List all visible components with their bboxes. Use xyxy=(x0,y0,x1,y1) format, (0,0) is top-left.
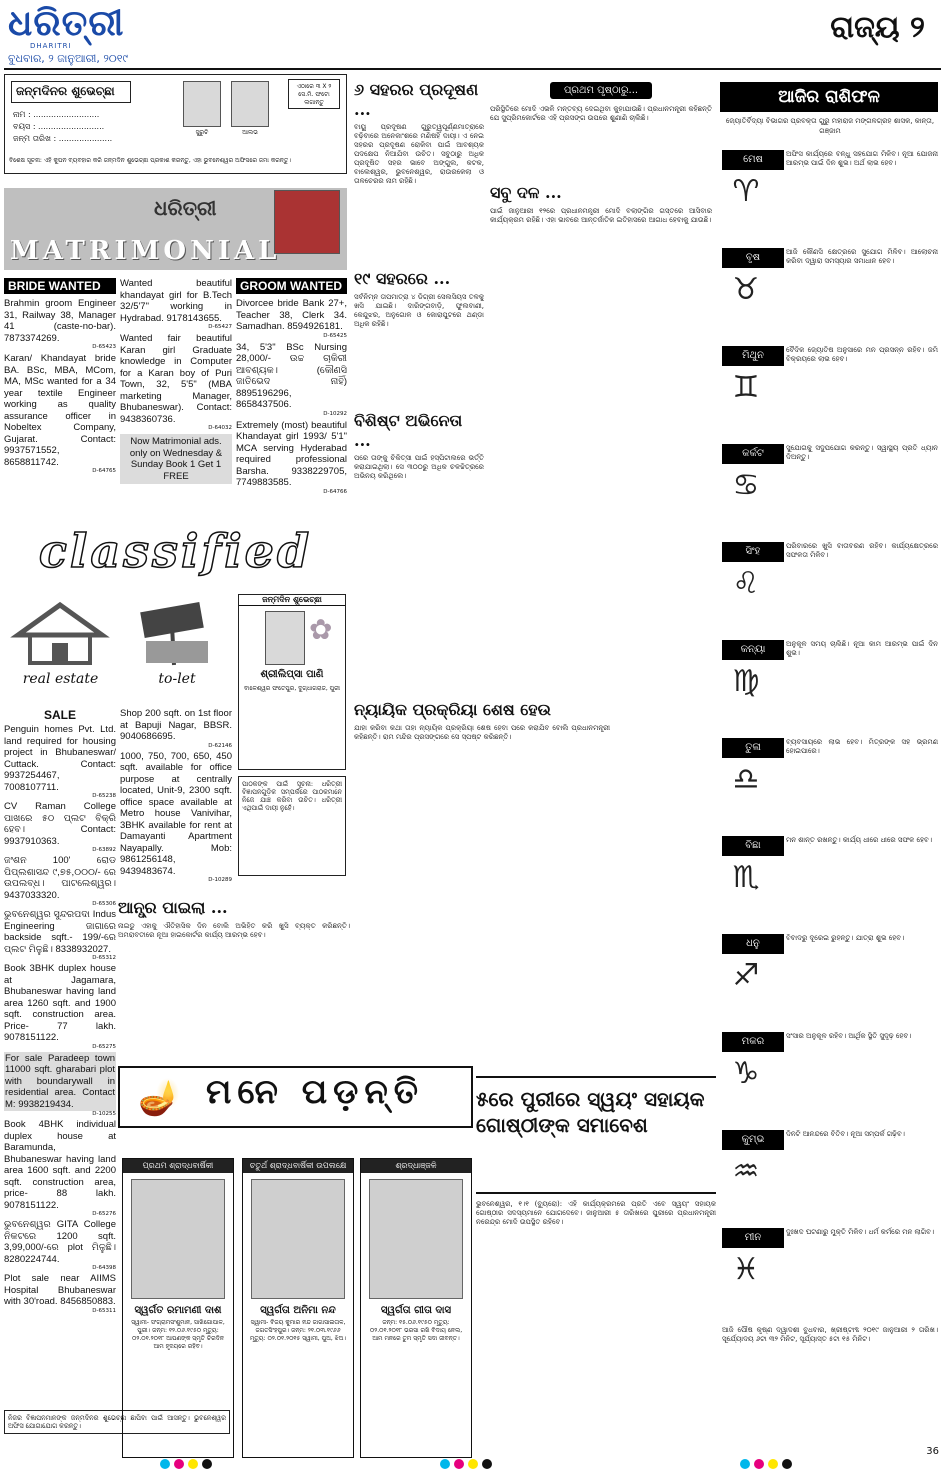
news-column-2 xyxy=(490,78,712,225)
sign-label: କୁମ୍ଭ xyxy=(722,1130,784,1150)
horoscope-intro: ଜ୍ୟୋତିର୍ବିଦ୍ୟା ବିଭାଗର ପ୍ରବକ୍ତା ଗୁରୁ ମହାରାଜ ମଙ୍ଗଳଗ୍ରହ ଶାସକ, କାନ୍ତା, ଗଞ୍ଜାମ xyxy=(725,117,935,135)
obituary-photo xyxy=(131,1179,225,1299)
sign-label: ମେଷ xyxy=(722,150,784,170)
to-let-ad: Shop 200 sqft. on 1st floor at Bapuji Nagar, BBSR. 9040686695. xyxy=(120,708,232,742)
taurus-icon: ♉ xyxy=(732,272,760,307)
to-let-ad: 1000, 750, 700, 650, 450 sqft. available for office purpose at centrally located, Unit-9, 2300 sqft. office space available at Metro house Vanivihar, 3BHK available for rent at Damayanti Apartment Nayapally. Mob: 9861256148, 9439483674. xyxy=(120,750,232,877)
obituary-card xyxy=(360,1158,472,1458)
registration-dot xyxy=(454,1459,464,1469)
registration-dot xyxy=(440,1459,450,1469)
classified-banner xyxy=(4,520,347,582)
matrimonial-middle-column xyxy=(120,278,232,484)
sale-ad: Book 3BHK duplex house at Jagamara, Bhubaneswar having land area 1260 sqft. and 1900 sqft. construction area. Price- 77 lakh. 9078151122. xyxy=(4,963,116,1043)
birthday-note: ବିଶେଷ ସୂଚନା: ଏହି କୁପନ ବ୍ୟବହାର କରି ଜନ୍ମଦିନ ଶୁଭେଚ୍ଛା ପ୍ରକାଶ କରନ୍ତୁ, ଏହା ଭୁବନେଶ୍ୱର ଅଫିସରେ ଜମା କରନ୍ତୁ। xyxy=(9,157,291,164)
section-page-number: ୨ xyxy=(910,10,925,45)
news-column-1 xyxy=(354,80,484,481)
sign-label: କର୍କଟ xyxy=(722,444,784,464)
story-body: ସର୍ବନିମ୍ନ ତାପମାତ୍ରା ୪ ଡିଗ୍ରୀ ସେଲସିୟସ ତଳକୁ ଖସି ଯାଇଛି। ଦାରିଙ୍ଗବାଡ଼ି, ଫୁଲବାଣୀ, କେନ୍ଦୁଝର, ଅନୁଗୋଳ ଓ କୋରାପୁଟରେ ଥଣ୍ଡା ଅଧିକ ରହିଛି। xyxy=(354,293,484,328)
cancer-icon: ♋ xyxy=(732,468,760,503)
sale-header: SALE xyxy=(43,708,76,722)
real-estate-label: real estate xyxy=(22,671,99,687)
shg-story-header xyxy=(476,1076,716,1194)
sale-ad: Plot sale near AIIMS Hospital Bhubaneswar with 30'road. 8456850883. xyxy=(4,1273,116,1307)
story-body: ଯାହା କରିବା କଥା ତାହା ନ୍ୟାୟିକ ପ୍ରକ୍ରିୟା ଶେଷ ହେବା ପରେ କରାଯିବ ବୋଲି ପ୍ରଧାନମନ୍ତ୍ରୀ କହିଛନ୍ତି। ରାମ ମନ୍ଦିର ପ୍ରସଙ୍ଗରେ ସେ ସ୍ପଷ୍ଟ କରିଛନ୍ତି। xyxy=(354,724,610,741)
registration-dot xyxy=(188,1459,198,1469)
story-headline: ବିଶିଷ୍ଟ ଅଭିନେତା ... xyxy=(354,411,463,450)
sign-label: ମୀନ xyxy=(722,1228,784,1248)
birthday-fields xyxy=(13,109,112,145)
registration-dot xyxy=(202,1459,212,1469)
sign-prediction: ବୈଦିକ ଜ୍ୟୋତିଷ ଅନୁସାରେ ମନ ପ୍ରସନ୍ନ ରହିବ। ଜମି ବିକ୍ରୟରେ ଲାଭ ହେବ। xyxy=(786,346,938,363)
story-headline: ୬ ସହରର ପ୍ରଦୂଷଣ ... xyxy=(354,80,479,119)
classified-footer-note: ନିଜର ବିଜ୍ଞାପନମାନଙ୍କ ଜନ୍ମଦିନର ଶୁଭେଚ୍ଛା ଛାପିବା ପାଇଁ ଆସନ୍ତୁ। ଭୁବନେଶ୍ୱର ଅଫିସ ଯୋଗାଯୋଗ କରନ୍ତୁ। xyxy=(4,1410,230,1434)
matrimonial-ad: Wanted beautiful khandayat girl for B.Tech 32/5'7" working in Hydrabad. 9178143655. xyxy=(120,278,232,324)
wish-photo xyxy=(265,611,305,665)
story-headline: ୧୯ ସହରରେ ... xyxy=(354,269,451,288)
groom-wanted-header: GROOM WANTED xyxy=(236,278,347,294)
sign-label: ତୁଳା xyxy=(722,738,784,758)
obituary-text: ସ୍ୱାମୀ- ସଂଗ୍ରାମସଂଶୁମାନ, ସାଖିଗୋପାଳ, ପୁରୀ। ଜନ୍ମ: ୧୨.୦୬.୧୯୫୦ ମୃତ୍ୟୁ: ୦୨.୦୧.୨୦୧୮ ଆପଣଙ୍କ ସ୍ମୃତି ଚିରଦିନ ଆମ ହୃଦୟରେ ରହିବ। xyxy=(131,1319,225,1350)
sale-ad: Penguin homes Pvt. Ltd. land required for housing project in Bhubaneswar/ Cuttack. Contact: 9937254467, 7008107711. xyxy=(4,724,116,793)
sign-label: ମକର xyxy=(722,1032,784,1052)
story-headline: ସବୁ ଦଳ ... xyxy=(490,183,562,202)
sign-label: ବୃଷ xyxy=(722,248,784,268)
story-body: ଭୁବନେଶ୍ୱର, ୧।୧ (ବ୍ୟୁରୋ): ଏହି କାର୍ଯ୍ୟକ୍ରମରେ ପ୍ରତି ଏବେ ସ୍ୱୟଂ ସହାୟକ ଗୋଷ୍ଠୀର ସଦସ୍ୟମାନେ ଯୋଗଦେବେ। ଜାନୁଆରୀ ୫ ତାରିଖରେ ପୁରୀରେ ପ୍ରଧାନମନ୍ତ୍ରୀ ନରେନ୍ଦ୍ର ମୋଦି ଉପସ୍ଥିତ ରହିବେ। xyxy=(476,1200,716,1226)
ad-code: D-65311 xyxy=(92,1307,116,1314)
birthday-coupon xyxy=(4,74,347,174)
dateline: ବୁଧବାର, ୨ ଜାନୁଆରୀ, ୨୦୧୯ xyxy=(8,52,128,65)
ad-code: D-64765 xyxy=(92,468,116,474)
obituary-card xyxy=(122,1158,234,1458)
ad-code: D-10255 xyxy=(92,1111,116,1117)
ad-code: D-62146 xyxy=(208,742,232,749)
matrimonial-ad: Brahmin groom Engineer 31, Railway 38, Manager 41 (caste-no-bar). 7873374269. xyxy=(4,298,116,344)
photo-placeholder: ଏଠାରେ ୩ X ୨ ସେ.ମି. ଫଟୋ ଲଗାନ୍ତୁ xyxy=(288,79,340,109)
registration-dot xyxy=(174,1459,184,1469)
obituary-card xyxy=(242,1158,354,1458)
real-estate-icon-box xyxy=(8,595,113,700)
birthday-field-date: ଜନ୍ମ ତାରିଖ : ..................... xyxy=(13,134,113,143)
registration-dot xyxy=(782,1459,792,1469)
sale-ad: Book 4BHK individual duplex house at Baramunda, Bhubaneswar having land area 1600 sqft. and 2200 sqft. construction area, price- 88 lakh. 9078151122. xyxy=(4,1119,116,1211)
section-title xyxy=(830,10,925,45)
ad-code: D-10289 xyxy=(208,877,232,883)
ad-code: D-65306 xyxy=(92,901,116,907)
obituary-heading: ଶ୍ରଦ୍ଧାଞ୍ଜଳି xyxy=(361,1159,471,1173)
page-number: 36 xyxy=(926,1446,939,1457)
masthead xyxy=(8,4,308,66)
sign-prediction: ଦୁଃଖଦ ଘଟଣାରୁ ମୁକ୍ତି ମିଳିବ। ଧର୍ମ କର୍ମରେ ମନ ଲାଗିବ। xyxy=(786,1228,935,1236)
sign-label: ବିଛା xyxy=(722,836,784,856)
obituary-name: ସ୍ୱର୍ଗତ ରମାମଣୀ ଦାଶ xyxy=(134,1305,222,1316)
birthday-caption-2: ଆଲଭ xyxy=(242,129,258,136)
sign-label: କନ୍ୟା xyxy=(722,640,784,660)
newspaper-logo: ଧରିତ୍ରୀ xyxy=(8,2,125,44)
virgo-icon: ♍ xyxy=(732,664,760,699)
bride-photo xyxy=(274,190,340,254)
sign-prediction: ବିବାଦରୁ ଦୂରେଇ ରୁହନ୍ତୁ। ଯାତ୍ରା ଶୁଭ ହେବ। xyxy=(786,934,905,942)
ad-code: D-64398 xyxy=(92,1265,116,1271)
gemini-icon: ♊ xyxy=(732,370,760,405)
matrimonial-ad: Extremely (most) beautiful Khandayat girl 1993/ 5'1" MCA serving Hyderabad required professional Barsha. 9338229705, 7749883585. xyxy=(236,419,347,488)
sign-prediction: ସଂସାର ଅନୁକୂଳ ରହିବ। ଆର୍ଥିକ ସ୍ଥିତି ସୁଦୃଢ଼ ହେବ। xyxy=(786,1032,912,1040)
sale-column xyxy=(4,708,116,1314)
birthday-title: ଜନ୍ମଦିନର ଶୁଭେଚ୍ଛା xyxy=(11,81,131,103)
sign-label: ଧନୁ xyxy=(722,934,784,954)
story-judicial xyxy=(354,700,610,742)
sign-prediction: ମନ ଶାନ୍ତ ରଖନ୍ତୁ। କାର୍ଯ୍ୟ ଧୀରେ ଧୀରେ ସଫଳ ହେବ। xyxy=(786,836,932,844)
ad-code: D-65425 xyxy=(323,332,347,339)
sign-label: ମିଥୁନ xyxy=(722,346,784,366)
story-headline: ୫ରେ ପୁରୀରେ ସ୍ୱୟଂ ସହାୟକ ଗୋଷ୍ଠୀଙ୍କ ସମାବେଶ xyxy=(476,1087,705,1137)
matrimonial-promo: Now Matrimonial ads. only on Wednesday & Sunday Book 1 Get 1 FREE xyxy=(120,434,232,484)
aquarius-icon: ♒ xyxy=(732,1154,760,1189)
classified-word: classified xyxy=(38,524,313,578)
panji-text: ଆଜି ପୌଷ କୃଷ୍ଣ ଦ୍ୱାଦଶୀ ବୁଧବାର, ଖ୍ରୀଷ୍ଟାବ୍ଦ ୨୦୧୯ ଜାନୁଆରୀ ୨ ତାରିଖ। ସୂର୍ଯ୍ୟୋଦୟ ୬ଟା ୩୨ ମିନିଟ, ସୂର୍ଯ୍ୟାସ୍ତ ୫ଟା ୧୫ ମିନିଟ। xyxy=(722,1326,938,1343)
ad-code: D-65427 xyxy=(208,324,232,330)
story-andhra xyxy=(118,898,350,940)
sign-prediction: ଆଜି କୌଣସି କ୍ଷେତ୍ରରେ ସୁଯୋଗ ମିଳିବ। ଆଲୋଚନା କରିବା ଦ୍ୱାରା ସମସ୍ୟାର ସମାଧାନ ହେବ। xyxy=(786,248,938,265)
ad-code: D-64032 xyxy=(208,425,232,431)
to-let-icon-box xyxy=(122,595,232,700)
birthday-photo-1 xyxy=(183,81,221,127)
ad-code: D-65423 xyxy=(92,344,116,350)
ad-code: D-10292 xyxy=(323,410,347,417)
matrimonial-ad: 34, 5'3" BSc Nursing 28,000/- ଉଚ୍ଚ ଚାକିରୀ ଆବଶ୍ୟକ। (କୌଣସି ଜାତିଭେଦ ନାହିଁ) 8895196296, 8658437506. xyxy=(236,341,347,410)
ad-code: D-65276 xyxy=(92,1211,116,1217)
matrimonial-logo: ଧରିତ୍ରୀ xyxy=(154,196,217,220)
sign-prediction: ଅଫିସ କାର୍ଯ୍ୟରେ ବନ୍ଧୁ ସହଯୋଗ ମିଳିବ। ନୂଆ ଯୋଜନା ଆରମ୍ଭ ପାଇଁ ଦିନ ଶୁଭ। ଅର୍ଥ ଲାଭ ହେବ। xyxy=(786,150,938,167)
sale-ad: For sale Paradeep town 11000 sqft. gharabari plot with boundarywall in residential area. Contact M: 9938219434. xyxy=(5,1052,115,1110)
registration-dot xyxy=(468,1459,478,1469)
wish-name: ଶ୍ରୀଲିପ୍ସା ପାଣି xyxy=(260,669,324,680)
story-body: ପରେ ତାଙ୍କୁ ଚିକିତ୍ସା ପାଇଁ ହସ୍ପିଟାଲରେ ଭର୍ତ୍ତି କରାଯାଇଥିଲା। ସେ ୩୦୦ରୁ ଅଧିକ ଚଳଚ୍ଚିତ୍ରରେ ଅଭିନୟ କରିଥିଲେ। xyxy=(354,454,484,480)
ad-code: D-65312 xyxy=(92,955,116,961)
birthday-photo-2 xyxy=(231,81,269,127)
story-body: ପରିସ୍ଥିତିରେ ମୋଦି ଏଭଳି ମନ୍ତବ୍ୟ ଦେଇଥିବା କୁହାଯାଉଛି। ପ୍ରଧାନମନ୍ତ୍ରୀ କହିଛନ୍ତି ଯେ ସୁପ୍ରିମକୋର୍ଟରେ ଏହି ପ୍ରସଙ୍ଗ ଉପରେ ଶୁଣାଣି ଚାଲିଛି। xyxy=(490,105,712,122)
sale-ad: ଜଂଶନ 100' ରୋଡ ପିପ୍ଲଶାସନ୍ଦ ୯,୭୫,୦୦୦/- ରେ ଉପଲବ୍ଧ। ପାଟଲେଶ୍ୱର। 9437033320. xyxy=(4,855,116,901)
reader-notice: ପାଠକଙ୍କ ପାଇଁ ସୂଚନା: ଧରିତ୍ରୀ ବିଜ୍ଞାପନଗୁଡ଼ିକ ସମ୍ପର୍କରେ ପାଠକମାନେ ନିଜେ ଯାଞ୍ଚ କରିବା ଉଚିତ। ଧରିତ୍ରୀ ଏଥିପାଇଁ ଦାୟୀ ନୁହେଁ। xyxy=(238,776,346,876)
capricorn-icon: ♑ xyxy=(732,1056,760,1091)
story-headline: ନ୍ୟାୟିକ ପ୍ରକ୍ରିୟା ଶେଷ ହେଉ xyxy=(354,700,551,719)
story-headline: ଆନ୍ଧ୍ର ପାଇଲା ... xyxy=(118,898,228,917)
matrimonial-ad: Wanted fair beautiful Karan girl Graduate knowledge in Computer for a Karan boy of Puri Town, 32, 5'5" (MBA marketing Manager, Bhubaneswar). Contact: 9438360736. xyxy=(120,333,232,425)
wish-header: ଜନ୍ମଦିନ ଶୁଭେଚ୍ଛା xyxy=(239,595,345,606)
sign-prediction: ସୁଯୋଗକୁ ସଦୁପଯୋଗ କରନ୍ତୁ। ସ୍ୱାସ୍ଥ୍ୟ ପ୍ରତି ଧ୍ୟାନ ଦିଅନ୍ତୁ। xyxy=(786,444,938,461)
birthday-field-name: ନାମ : .......................... xyxy=(13,110,100,119)
matrimonial-word: MATRIMONIAL xyxy=(10,236,281,266)
sign-prediction: ଦିନଟି ଆନନ୍ଦରେ ବିତିବ। ନୂଆ ସମ୍ପର୍କ ଗଢ଼ିବ। xyxy=(786,1130,905,1138)
registration-dot xyxy=(482,1459,492,1469)
wish-detail: ବାଳେଶ୍ୱର ଫତେପୁର, ଦୁଗ୍ଧାଗରାଜ, ପୁରୀ xyxy=(244,685,340,692)
obituary-text: ସ୍ୱାମୀ- ବିଜୟ କୁମାର ନନ୍ଦ ଜାଗାସାଇତାଳ, ଜଗତସିଂହପୁର। ଜନ୍ମ: ୨୧.୦୩.୧୯୬୬ ମୃତ୍ୟୁ: ୦୨.୦୧.୨୦୧୫ ସ୍ୱାମୀ, ପୁଅ, ଝିଅ। xyxy=(249,1319,347,1342)
matrimonial-banner xyxy=(4,188,347,270)
registration-dot xyxy=(160,1459,170,1469)
to-let-sign-icon xyxy=(122,595,232,667)
obituary-photo xyxy=(369,1179,463,1299)
mane-padanti-title: ମନେ ପଡ଼ନ୍ତି xyxy=(206,1072,425,1112)
lamp-icon: 🪔 xyxy=(138,1078,181,1118)
sign-prediction: ଅନୁକୂଳ ସମୟ ଚାଲିଛି। ନୂଆ କାମ ଆରମ୍ଭ ପାଇଁ ଦିନ ଶୁଭ। xyxy=(786,640,938,657)
groom-wanted-column xyxy=(236,278,347,495)
ad-code: D-65275 xyxy=(92,1043,116,1050)
sign-prediction: ପରିବାରରେ ଖୁସି ବାତାବରଣ ରହିବ। କାର୍ଯ୍ୟକ୍ଷେତ୍ରରେ ସଫଳତା ମିଳିବ। xyxy=(786,542,938,559)
logo-subtitle: DHARITRI xyxy=(30,42,72,50)
birthday-wish-box xyxy=(238,594,346,770)
obituary-heading: ଚତୁର୍ଥ ଶ୍ରାଦ୍ଧବାର୍ଷିକୀ ଉପଲକ୍ଷେ xyxy=(243,1159,353,1173)
obituary-name: ସ୍ୱର୍ଗତା ଅନିମା ନନ୍ଦ xyxy=(260,1305,336,1316)
to-let-column xyxy=(120,708,232,883)
scorpio-icon: ♏ xyxy=(732,860,760,895)
bride-wanted-column xyxy=(4,278,116,474)
leo-icon: ♌ xyxy=(732,566,760,601)
obituary-photo xyxy=(251,1179,345,1299)
sale-ad: CV Raman College ପାଖରେ ୫ଠ ପ୍ଲଟ ବିକ୍ରି ହେବ। Contact: 9937910363. xyxy=(4,801,116,847)
sale-ad: ଭୁବନେଶ୍ୱର GITA College ନିକଟରେ 1200 sqft. 3,99,000/-ରେ plot ମିଳୁଛି। 8280224744. xyxy=(4,1219,116,1265)
to-let-label: to-let xyxy=(158,671,196,687)
matrimonial-ad: Divorcee bride Bank 27+, Teacher 38, Clerk 34. Samadhan. 8594926181. xyxy=(236,298,347,332)
story-body: ନାଇଡୁ ଏହାକୁ ଐତିହାସିକ ଦିନ ବୋଲି ଅଭିହିତ କରି ଖୁସି ବ୍ୟକ୍ତ କରିଛନ୍ତି। ଅମରାବତୀରେ ନୂଆ ହାଇକୋର୍ଟର କାର୍ଯ୍ୟ ଆରମ୍ଭ ହେବ। xyxy=(118,922,350,939)
obituary-heading: ପ୍ରଥମ ଶ୍ରାଦ୍ଧବାର୍ଷିକୀ xyxy=(123,1159,233,1173)
flower-icon: ✿ xyxy=(309,613,333,646)
birthday-field-age: ବୟସ : .......................... xyxy=(13,122,105,131)
pisces-icon: ♓ xyxy=(732,1252,760,1287)
registration-dot xyxy=(740,1459,750,1469)
libra-icon: ♎ xyxy=(732,762,760,797)
matrimonial-ad: Karan/ Khandayat bride BA. BSc, MBA, MCom, MA, MSc wanted for a 34 year textile Engineer working as quality assurance officer in Nobeltex Company, Gujarat. Contact: 9937571552, 8658811742. xyxy=(4,353,116,468)
obituary-text: ଜନ୍ମ: ୧୫.୦୬.୧୯୫୦ ମୃତ୍ୟୁ: ୦୨.୦୧.୨୦୧୮ ଭରସା ରଖି ବିଦାୟ ନେଲ, ଆମ ମନରେ ତୁମ ସ୍ମୃତି ସଦା ଜୀବନ୍ତ। xyxy=(369,1319,463,1342)
continued-label: ପ୍ରଥମ ପୃଷ୍ଠାରୁ... xyxy=(550,82,652,99)
birthday-caption-1: ସୁରୁଚି xyxy=(195,129,209,136)
registration-dot xyxy=(768,1459,778,1469)
sign-prediction: ବ୍ୟବସାୟରେ ଲାଭ ହେବ। ମିତ୍ରଙ୍କ ସହ ଭ୍ରମଣ ହୋଇପାରେ। xyxy=(786,738,938,755)
mane-padanti-banner xyxy=(118,1066,473,1128)
bride-wanted-header: BRIDE WANTED xyxy=(4,278,116,294)
sign-label: ସିଂହ xyxy=(722,542,784,562)
ad-code: D-64766 xyxy=(323,488,347,495)
masthead-rule xyxy=(4,68,941,70)
house-icon xyxy=(8,595,113,667)
ad-code: D-63892 xyxy=(92,847,116,853)
sagittarius-icon: ♐ xyxy=(732,958,760,993)
horoscope-title: ଆଜିର ରାଶିଫଳ xyxy=(720,82,938,112)
ad-code: D-65238 xyxy=(92,793,116,799)
obituary-name: ସ୍ୱର୍ଗତା ଗୀତା ଦାସ xyxy=(380,1305,452,1316)
sale-ad: ଭୁବନେଶ୍ୱର ସୁନ୍ଦରପଦା Indus Engineering ଜାଗାରେ backside sqft.- 199/-ରେ ପ୍ଲଟ ମିଳୁଛି। 8338932027. xyxy=(4,909,116,955)
aries-icon: ♈ xyxy=(732,174,760,209)
section-name: ରାଜ୍ୟ xyxy=(830,10,900,45)
story-body: ପାଇଁ ଜାନୁଆରୀ ୧୨ରେ ପ୍ରଧାନମନ୍ତ୍ରୀ ମୋଦି ବଲାଙ୍ଗିର ଗସ୍ତରେ ଆସିବାର କାର୍ଯ୍ୟକ୍ରମ ରହିଛି। ଏହା ଭାବରେ ଆନ୍ତର୍ଜାତିକ ଇତିହାସରେ ଆଗାଧ ହେବାକୁ ଯାଉଛି। xyxy=(490,207,712,224)
story-body: ବାୟୁ ପ୍ରଦୂଷଣ ଗୁରୁତ୍ୱପୂର୍ଣ୍ଣମାତ୍ରାରେ ବଢ଼ିବାରେ ଅନେକାଂଶରେ ମଣିଷହିଁ ଦାୟୀ। ଏ ନେଇ ସହରର ପ୍ରଦୂଷଣ ରୋକିବା ପାଇଁ ଆବଶ୍ୟକ ପଦକ୍ଷେପ ନିଆଯିବା ଉଚିତ। ସବୁଠାରୁ ଅଧିକ ପ୍ରଦୂଷିତ ସହର ଭାବେ ଅଙ୍ଗୁଲ, କଟକ, ବାଲେଶ୍ୱର, ଭୁବନେଶ୍ୱର, ରାଉରକେଲା ଓ ତାଳଚେରର ନାମ ରହିଛି। xyxy=(354,123,484,185)
registration-dot xyxy=(754,1459,764,1469)
